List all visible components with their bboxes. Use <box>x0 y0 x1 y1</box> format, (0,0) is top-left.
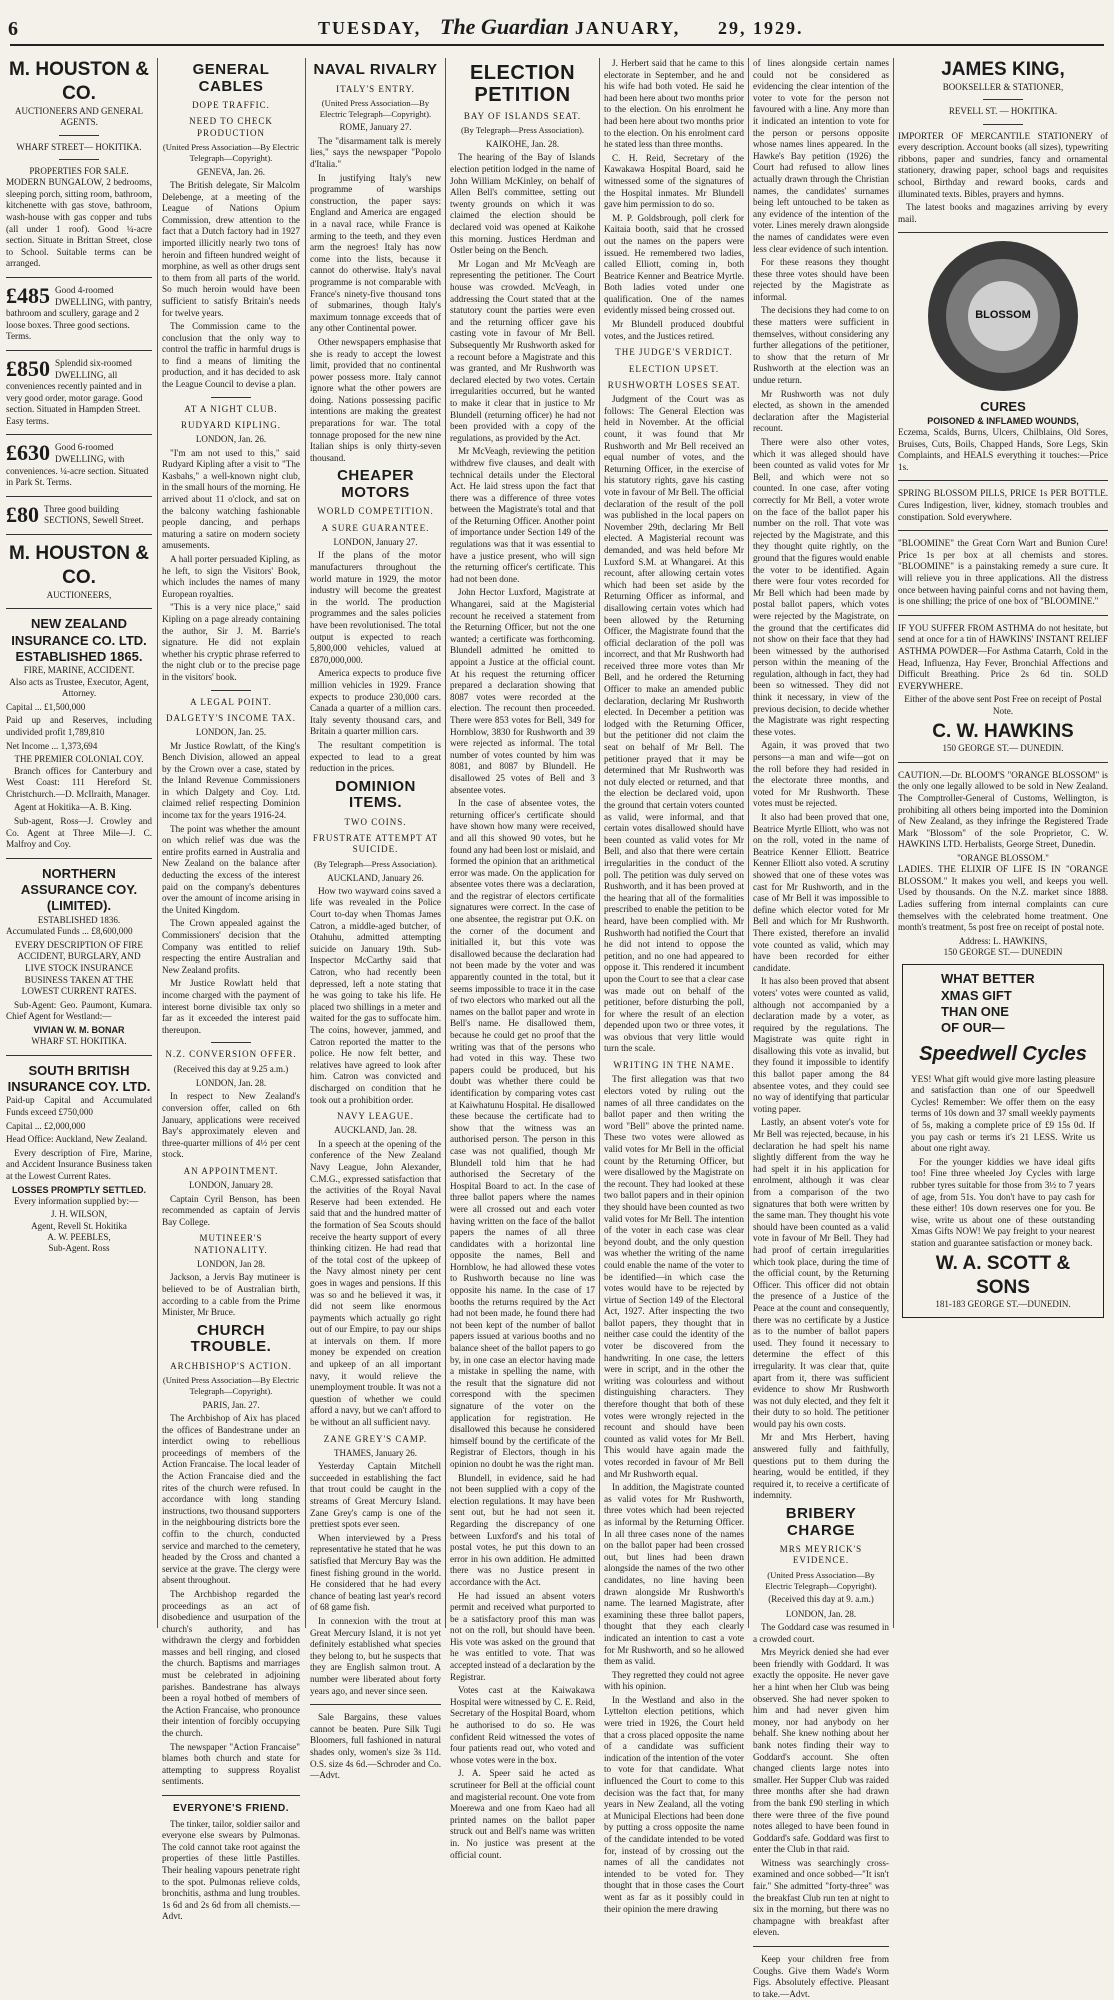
column-ads-left <box>6 58 152 1633</box>
headline-election-petition: ELECTION PETITION <box>469 62 576 106</box>
headline-naval-rivalry: NAVAL RIVALRY <box>313 61 438 78</box>
ad-sb-wilson-address: Agent, Revell St. Hokitika <box>31 1220 127 1231</box>
article-paragraph: A hall porter persuaded Kipling, as he left, to sign the Visitors' Book, which includes the names of many European royalties. <box>162 553 300 599</box>
subhead: ELECTION UPSET. <box>628 363 720 374</box>
masthead-rule <box>10 44 1104 46</box>
promo-line: THAN ONE <box>941 1003 1009 1019</box>
divider <box>898 615 1108 616</box>
subhead: AN APPOINTMENT. <box>183 1165 279 1176</box>
subhead: WORLD COMPETITION. <box>317 506 434 517</box>
article-paragraph: The Crown appealed against the Commissioners' decision that the Company was entitled to relief respecting the entire Australian and New Zealand profits. <box>162 918 300 975</box>
listing-bungalow: MODERN BUNGALOW, 2 bedrooms, sleeping porch, sitting room, bathroom, kitchenette with gas stove, bathroom, wash-house with gas copper and tubs (all under 1 roof). Good ¼-acre section. Situate in Brittan Street, close to School. Suitable terms can be arranged. <box>6 177 152 269</box>
ad-houston-sub: AUCTIONEERS AND GENERAL AGENTS. <box>15 105 143 128</box>
ad-vivian-name: VIVIAN W. M. BONAR <box>33 1024 125 1035</box>
ad-vivian-address: WHARF ST. HOKITIKA. <box>31 1036 127 1047</box>
received-note: (Received this day at 9. a.m.) <box>768 1594 874 1605</box>
headline-dominion-items: DOMINION ITEMS. <box>335 777 416 812</box>
press-credit: (By Telegraph—Press Association). <box>313 858 438 869</box>
ad-speedwell-box <box>902 964 1104 1317</box>
dateline: AUCKLAND, Jan. 28. <box>334 1125 417 1136</box>
article-paragraph: Mr Justice Rowlatt held that income charged with the payment of interest borne divisible tax only so far as it exceeded the interest paid thereupon. <box>162 978 300 1035</box>
ad-hawkins-title: C. W. HAWKINS <box>932 720 1074 742</box>
article-paragraph: Lastly, an absent voter's vote for Mr Bell was rejected, because, in his declaration he had spelt his name slightly different from the way he had spelt it in his application for enrolment, although it was clear from a comparison of the two signatures that both were written by the same man. They thought his vote should have been counted as a valid vote in favour of Mr Bell. They had had proof of certain irregularities which took place, during the time of the official count, by the Returning Officer. This officer did not obtain the presence of a Justice of the Peace at the count and consequently, there was no certificate by a Justice as to the number of ballot papers used. They found it necessary to determine the effect of this irregularity. It was clear that, quite apart from it, there was sufficient evidence to show Mr Rushworth was not duly elected, and they felt it their duty to so hold. The petitioner would pay his own costs. <box>753 1117 889 1429</box>
column-divider <box>305 58 306 1628</box>
ad-nz-insurance-trustee: Also acts as Trustee, Executor, Agent, Attorney. <box>9 676 149 699</box>
divider <box>898 762 1108 763</box>
article-paragraph: In connexion with the trout at Great Mercury Island, it is not yet definitely established what species they belong to, but he suspects that they are English salmon trout. A number were liberated about forty years ago, and never since seen. <box>310 1616 441 1696</box>
article-paragraph: In the case of absentee votes, the returning officer's certificate should have shown how many were received, and all this showed 90 votes, but he found any had been lost or mislaid, and formed the opinion that an arithmetical error was made. On the application for absentee votes there was a declaration, and the registrar of electors certificate signatures were correct. In the case of one absentee, the registrar put O.K. on the corner of the document and initialled it, but this vote was disallowed because the declaration had not been made by the voter and was apparently counted in the total, but it seems impossible to trace it in the case of two electors who marked out all the names on the ballot paper and wrote in Bell's name. He disallowed them, because he could get no proof that the writing was that of the persons who had voted in this way. These two papers could be produced, but his doubt was whether there could be identification by comparing votes cast at Kaiwhatunu Hospital. He disallowed these because the certificate had to show that the witness was an authorised person. The person in this case was not qualified, though Mr Blundell told him that he had authorised the Secretary of the Hospital Board to act. In the case of three ballot papers where the names were all crossed out and each voter having written on the face of the ballot papers the names of all three candidates with a horizontal line opposite the names, Bell and Hornblow, he had allowed these votes to Rushworth because no line was opposite his name. In the case of 17 booths the returns required by the Act had not been made, he found there had not been kept of the number of ballot papers issued at various booths and no balance sheet of the ballot papers to go by, in one case an elector having made a mistake in spelling the name, with the result that the signature did not correspond with the specimen signature of the voter on the application for registration. He disallowed this because he considered himself bound by the certificate of the Registrar of Electors, though in his opinion no doubt he was the right man. <box>450 798 595 1469</box>
article-paragraph: J. A. Speer said he acted as scrutineer for Bell at the official count and magisterial recount. One vote from Moerewa and one from Kaeo had all printed names on the ballot paper struck out and Bell's name was written in. No justice was present at the official count. <box>450 1768 595 1860</box>
listing-text: Splendid six-roomed DWELLING, all conveniences recently painted and in very good order, motor garage. Good section. Situated in Hampden Street. Easy terms. <box>6 357 143 426</box>
dateline: LONDON, January 28. <box>189 1180 273 1191</box>
masthead-title: The Guardian <box>440 14 569 39</box>
dateline: GENEVA, Jan. 26. <box>196 166 266 177</box>
received-note: (Received this day at 9.25 a.m.) <box>173 1063 289 1074</box>
column-divider <box>445 58 446 1628</box>
article-paragraph: of lines alongside certain names could not be considered as evidencing the clear intention of the voter to vote for the person not favoured with a line. Any more than it indicated an intention to vote for the person or persons opposite whose names lines appeared. In the Hawke's Bay petition (1926) the Court had refused to allow lines actually drawn through the Christian names, the candidates' surnames being left untouched to be taken as any evidence of the intention of the voter. Lines merely drawn alongside the names of candidates were even less clear evidence of such intention. <box>753 58 889 254</box>
divider <box>310 1704 441 1705</box>
article-paragraph: Mr Logan and Mr McVeagh are representing the petitioner. The Court house was crowded. McVeagh, in addressing the Court stated that at the statutory count the parties were even and the returning officer gave his casting vote in favour of Mr Bell. Subsequently Mr Rushworth asked for a recount before a Magistrate and this was granted, and Mr Rushworth was declared elected by two votes. Certain irregularities occurred, but he wanted to make it clear that in justice to Mr Blundell (returning officer) he had not been provided with a copy of the regulations, as provided by the Act. <box>450 258 595 443</box>
article-paragraph: He had issued an absent voters permit and received what purported to be a satisfactory proof this man was not on the roll, but should have been. His vote was asked on the ground that he was entitled to vote. That was accepted instead of a declaration by the Registrar. <box>450 1590 595 1682</box>
ad-nz-paid-up: Paid up and Reserves, including undivided profit 1,789,810 <box>6 715 152 738</box>
listing-text: Good 4-roomed DWELLING, with pantry, bathroom and scullery, garage and 2 loose boxes. Three good sections. Terms. <box>6 284 152 342</box>
ad-northern-title: NORTHERN ASSURANCE COY. (LIMITED). <box>20 865 138 914</box>
subhead: ARCHBISHOP'S ACTION. <box>170 1360 292 1371</box>
article-paragraph: In respect to New Zealand's conversion offer, called on 6th January, applications were received Bay's approximately eleven and three-quarter millions of 4½ per cent stock. <box>162 1091 300 1160</box>
article-paragraph: Judgment of the Court was as follows: The General Election was held in November. At the official count, it was found that Mr Rushworth and Mr Bell received an equal number of votes, and the Returning Officer, in the exercise of his statutory rights, gave his casting vote in favour of Mr Bell. The official declaration of the result of the poll was published in the local papers on November 29th, declaring Mr Bell elected. A Magisterial recount was demanded, and was held before Mr Luxford S.M. at Whangarei. At this recount, after allowing certain votes which had been set aside by the Returning Officer as informal, and disallowing certain votes which had been allowed by the Returning Officer, the Magistrate found that the official declaration of the poll was incorrect, and that Mr Rushworth had received three more votes than Mr Bell, and he ordered the Returning Officer to make an amended public declaration, declaring Mr Rushworth elected. In December a petition was lodged with the Returning Officer, but the petitioner did not claim the seat on behalf of Mr Bell. The petitioner prayed that it may be determined that Mr Rushworth was not duly elected or returned, and that the election be declared void, upon the ground that certain voters counted as valid, were informal, and that certain votes disallowed should have been counted as valid votes for Mr Bell, and also that there were certain irregularities in the conduct of the poll. The petition was duly served on Rushworth, and it has been proved at the hearing that all of the formalities prescribed to enable the petition to be heard, have been complied with. Mr Rushworth had notified the Court that he did not intend to oppose the petition, and no one had appeared to oppose it. This rendered it incumbent upon the Court to see that a clear case was made out on behalf of the petitioner, before disturbing the poll, for where the result of an election depended upon two or three votes, it was obvious that very little would turn the scale. <box>604 394 744 1054</box>
article-paragraph: In the Westland and also in the Lyttelton election petitions, which were tried in 1926, the Court held that a cross placed opposite the name of a candidate was sufficient indication of the intention of the voter to vote for that candidate. What influenced the Court to come to this decision was the fact that, for many years in New Zealand, all the voting at Municipal Elections had been done by putting a cross opposite the name of the candidate intended to be voted for, instead of by crossing out the names of all the candidates not intended to be voted for. They thought that in those cases the Court went as far as it possibly could in their opinion the mere drawing <box>604 1694 744 1914</box>
ad-sb-info: Every information supplied by:— <box>14 1195 139 1206</box>
promo-line: WHAT BETTER <box>941 971 1035 987</box>
press-credit: (By Telegraph—Press Association). <box>460 125 585 136</box>
article-paragraph: Yesterday Captain Mitchell succeeded in establishing the fact that trout could be caught in the streams of Great Mercury Island. Zane Grey's camp is one of the prettiest spots ever seen. <box>310 1461 441 1530</box>
separator <box>59 159 99 160</box>
article-paragraph: The Goddard case was resumed in a crowded court. <box>753 1622 889 1644</box>
ad-eczema: Eczema, Scalds, Burns, Ulcers, Chilblains, Old Sores, Bruises, Cuts, Boils, Chapped Hands, Sore Legs, Skin Complaints, and HEALS everything it touches:—Price 1s. <box>898 427 1108 472</box>
article-paragraph: J. Herbert said that he came to this electorate in September, and he and his wife had both voted. He said he had been here about two months prior to the election. On his enrolment he had been here about two months prior to the election. On his enrolment card he stated less than three months. <box>604 58 744 150</box>
ad-bloomine: "BLOOMINE" the Great Corn Wart and Bunion Cure! Price 1s per box at all chemists and stores. "BLOOMINE" is a painstaking remedy a sure cure. It will relieve you in three applications. All the distress once between having painful corns and not having them, is one shilling; the price of one box of "BLOOMINE." <box>898 538 1108 607</box>
article-paragraph: It also had been proved that one, Beatrice Myrtle Elliott, who was not on the roll, voted in the name of Beatrice Kenner Elliott. Beatrice Kenner Elliott also voted. A scrutiny showed that one of these votes was cast for Mr Rushworth, and in the case of Mr Bell it was impossible to define which elector voted for Mr Bell and which for Mr Rushworth. There existed, therefore an invalid vote counted as valid, which may have been recorded for either candidate. <box>753 812 889 973</box>
subhead: MUTINEER'S NATIONALITY. <box>194 1233 268 1255</box>
divider <box>6 277 152 278</box>
divider <box>898 232 1108 233</box>
listing-850 <box>6 355 152 428</box>
masthead-month: JANUARY, <box>575 18 681 38</box>
subhead: MRS MEYRICK'S EVIDENCE. <box>779 1544 863 1566</box>
subhead: RUSHWORTH LOSES SEAT. <box>607 379 741 390</box>
ad-address-2: 150 GEORGE ST.— DUNEDIN <box>943 947 1063 958</box>
divider <box>6 350 152 351</box>
ad-scott-title: W. A. SCOTT & SONS <box>935 1252 1071 1298</box>
separator <box>211 690 251 691</box>
ad-wades-worm-figs: Keep your children free from Coughs. Give them Wade's Worm Figs. Absolutely effective. Pleasant to take.—Advt. <box>753 1954 889 1999</box>
article-paragraph: America expects to produce five million vehicles in 1929. France expects to produce 230,000 cars. Canada a quarter of a million cars. Italy seventy thousand cars, and Britain a quarter million cars. <box>310 668 441 737</box>
divider <box>6 496 152 497</box>
ad-speedwell-title: Speedwell Cycles <box>919 1043 1087 1066</box>
ad-speedwell-young: For the younger kiddies we have ideal gifts too! Fine three wheeled Joy Cycles with large rubber tyres suitable for those from 3½ to 7 years of age, from 51s. You don't have to pay cash for these either! 10s down reserves one for you. Be wise, write us about one of these outstanding Xmas Gifts NOW! We pay freight to your nearest station and guarantee satisfaction or money back. <box>911 1156 1095 1248</box>
article-paragraph: The Commission came to the conclusion that the only way to control the traffic in harmful drugs is to find a means of limiting the production, and it has decided to ask the League Council to devise a plan. <box>162 321 300 390</box>
article-paragraph: The decisions they had come to on these matters were sufficient in themselves, without considering any further allegations of the petitioner, to show that the return of Mr Rushworth at the election was an undue return. <box>753 305 889 386</box>
ad-houston-title: M. HOUSTON & CO. <box>8 59 150 104</box>
article-paragraph: They regretted they could not agree with his opinion. <box>604 1669 744 1692</box>
subhead: NAVY LEAGUE. <box>337 1111 414 1122</box>
article-paragraph: Blundell, in evidence, said he had not been supplied with a copy of the election regulations. It may have been sent out, but he had not seen it. Regarding the discrepancy of one between Luxford's and his total of postal votes, he put this down to an error in his own addition. He admitted there was no Justice present in accordance with the Act. <box>450 1472 595 1587</box>
article-paragraph: Mr and Mrs Herbert, having answered fully and faithfully, questions put to them during the hearing, would be entitled, if they required it, to receive a certificate of indemnity. <box>753 1432 889 1501</box>
ad-sale-bargains: Sale Bargains, these values cannot be beaten. Pure Silk Tugi Bloomers, full fashioned in natural shades only, women's size 3s 11d. O.S. size 4s 6d.—Schroder and Co.—Advt. <box>310 1712 441 1781</box>
ad-properties-head: PROPERTIES FOR SALE. <box>29 165 129 176</box>
separator <box>59 135 99 136</box>
ad-premier-colonial: THE PREMIER COLONIAL COY. <box>14 754 144 765</box>
masthead-date: 29, 1929. <box>718 18 804 38</box>
subhead: RUDYARD KIPLING. <box>180 419 281 430</box>
article-paragraph: How two wayward coins saved a life was revealed in the Police Court to-day when Thomas James Catron, a middle-aged butcher, of Otahuhu, admitted attempting suicide on January 19th. Sub-Inspector McCarthy said that Catron, who had recently been depressed, left a note stating that he was going to take his life. He placed two shillings in a meter and waited for the gas to suffocate him. The coins, however, jammed, and Catron reported the matter to the police. He now felt better, and relatives have agreed to look after him. Catron was convicted and discharged on condition that he took out a prohibition order. <box>310 885 441 1105</box>
article-paragraph: The Archbishop of Aix has placed the offices of Bandestrane under an interdict owing to rebellious proceedings of members of the Action Francaise. The local leader of the Action Francaise died and the rites of the church were refused. In accordance with long standing instructions, two thousand supporters in the neighbouring districts bore the coffin to the church, conducted service and marched to the cemetery, headed by the Cross and chanted a service at the grave. The clergy were absent throughout. <box>162 1413 300 1586</box>
headline-cheaper-motors: CHEAPER MOTORS <box>337 467 414 501</box>
ad-northern-subagent: Sub-Agent: Geo. Paumont, Kumara. Chief Agent for Westland:— <box>6 999 152 1022</box>
subhead-dope: DOPE TRAFFIC. <box>192 100 270 110</box>
article-paragraph: Again, it was proved that two persons—a man and wife—got on the roll before they had resided in the electorate three months, and voted for Mr Rushworth. These votes must be rejected. <box>753 740 889 809</box>
subhead: THE JUDGE'S VERDICT. <box>615 347 733 358</box>
press-credit: (United Press Association—By Electric Telegraph—Copyright). <box>765 1569 877 1591</box>
subhead: DALGETY'S INCOME TAX. <box>166 712 296 723</box>
listing-630 <box>6 442 152 488</box>
article-paragraph: Witness was searchingly cross-examined and once sobbed—"It isn't fair." She admitted "forty-three" was the breakfast Club run ten at night to six in the morning, but there was no champagne with breakfast after eleven. <box>753 1857 889 1938</box>
dateline: KAIKOHE, Jan. 28. <box>485 139 560 150</box>
ad-sb-losses: LOSSES PROMPTLY SETTLED. <box>11 1184 147 1195</box>
listing-text: Good 6-roomed DWELLING, with conveniences. ¼-acre section. Situated in Park St. Terms. <box>6 442 149 488</box>
ad-caution: CAUTION.—Dr. BLOOM'S "ORANGE BLOSSOM" is the only one legally allowed to be sold in New Zealand. The Comptroller-General of Customs, Wellington, is prohibiting all others being imported into the Dominion of New Zealand, as they infringe the Registered Trade Mark "Blossom" of the sole Proprietor, C. W. HAWKINS LTD. Herbalists, George Street, Dunedin. <box>898 769 1108 850</box>
dateline: AUCKLAND, January 26. <box>327 872 424 883</box>
subhead: A LEGAL POINT. <box>190 696 272 707</box>
ad-sb-peebles: A. W. PEEBLES, <box>47 1232 111 1243</box>
article-paragraph: "I'm am not used to this," said Rudyard Kipling after a visit to "The Kasbahs," a well-known night club, in the small hours of the morning. He arrived about 11 o'clock, and sat on the balcony watching fashionable people dancing, and perhaps maturing a satire on modern society amusements. <box>162 447 300 551</box>
ad-houston-address: WHARF STREET— HOKITIKA. <box>16 141 142 152</box>
ad-south-british-title: SOUTH BRITISH INSURANCE COY. LTD. <box>7 1062 151 1094</box>
ad-nz-capital: Capital ... £1,500,000 <box>6 701 86 712</box>
ad-speedwell-yes: YES! What gift would give more lasting pleasure and satisfaction than one of our Speedwell Cycles! Remember: We offer them on the easy terms of 10s down and 37 small weekly payments of 5s, making a complete price of £9 15s 0d. If you pay cash or terms it's 21 LESS. Write us about one right away. <box>911 1073 1095 1154</box>
article-paragraph: It has also been proved that absent voters' votes were counted as valid, although not accompanied by a declaration made by a voter, as required by the regulations. The Magistrate was quite right in disallowing this vote as invalid, but they found it impossible to identify this ballot paper among the 84 absentee votes, and they could see no way of identifying that particular voting paper. <box>753 976 889 1114</box>
headline-bribery-charge: BRIBERY CHARGE <box>785 1505 857 1539</box>
ad-northern-estab: ESTABLISHED 1836. <box>37 914 121 925</box>
column-election-petition-3 <box>753 58 889 1999</box>
ad-sb-peebles-address: Sub-Agent. Ross <box>48 1243 110 1254</box>
press-credit: (United Press Association—By Electric Telegraph—Copyright). <box>319 97 432 119</box>
article-paragraph: Mr Blundell produced doubtful votes, and the Justices retired. <box>604 319 744 341</box>
ad-cures: CURES <box>980 399 1026 415</box>
press-credit: (United Press Association—By Electric Telegraph—Copyright). <box>162 1375 300 1396</box>
article-paragraph: M. P. Goldsbrough, poll clerk for Kaitaia booth, said that he crossed out the names on the papers were issued. He remembered two ladies, called Elliott, coming in, both Beatrice Kenner and Beatrice Myrtle. Both ladies voted under one qualification. One of the names evidently missed being crossed out. <box>604 212 744 316</box>
listing-485 <box>6 282 152 343</box>
dateline: LONDON, Jan. 26. <box>195 434 267 445</box>
article-paragraph: The resultant competition is expected to lead to a great reduction in the prices. <box>310 739 441 774</box>
ad-nz-insurance-title: NEW ZEALAND INSURANCE CO. LTD. ESTABLISHED 1865. <box>11 616 147 664</box>
ad-branch-offices: Branch offices for Canterbury and West Coast: 111 Hereford St. Christchurch.—D. McIlraith, Manager. <box>6 765 152 799</box>
article-paragraph: For these reasons they thought these three votes should have been rejected by the Magistrate as informal. <box>753 257 889 302</box>
subhead: ZANE GREY'S CAMP. <box>323 1433 428 1444</box>
ad-address: Address: L. HAWKINS, <box>958 935 1048 946</box>
subhead: ITALY'S ENTRY. <box>336 83 415 94</box>
page-number: 6 <box>8 18 18 40</box>
article-paragraph: Mr Justice Rowlatt, of the King's Bench Division, allowed an appeal by the Crown over a case, stated by the Inland Revenue Commissioners in which Dalgety and Coy. Ltd. claimed relief respecting Dominion income tax for the years 1916-24. <box>162 740 300 821</box>
divider <box>6 1055 152 1056</box>
orange-blossom-seal-icon <box>928 241 1078 391</box>
article-paragraph: Captain Cyril Benson, has been recommended as captain of Jervis Bay College. <box>162 1193 300 1227</box>
dateline: THAMES, January 26. <box>334 1447 417 1458</box>
ad-everyones-friend-text: The tinker, tailor, soldier sailor and everyone else swears by Pulmonas. The cold cannot take root against the properties of these little Pastilles. Their healing vapours penetrate right to the spot. Pulmonas relieve colds, bronchitis, asthma and lung troubles. 1s 6d and 2s 6d from all chemists.—Advt. <box>162 1818 300 1922</box>
ad-spring-blossom: SPRING BLOSSOM PILLS, PRICE 1s PER BOTTLE. Cures Indigestion, liver, kidney, stomach troubles and constipation. Sold everywhere. <box>898 488 1108 522</box>
ad-james-king-latest: The latest books and magazines arriving by every mail. <box>898 202 1108 224</box>
ad-poisoned-wounds: POISONED & INFLAMED WOUNDS, <box>927 415 1079 426</box>
listing-price: £80 <box>6 501 39 527</box>
article-paragraph: C. H. Reid, Secretary of the Kawakawa Hospital Board, said he witnessed some of the signatures of the Hospital inmates. Mr Blundell gave him permission to do so. <box>604 152 744 210</box>
masthead-day: TUESDAY, <box>318 18 422 38</box>
promo-line: XMAS GIFT <box>941 987 1012 1003</box>
column-election-petition-2 <box>604 58 744 1914</box>
article-paragraph: John Hector Luxford, Magistrate at Whangarei, said at the Magisterial recount he received a statement from the Returning Officer, but not the one wanted; a certificate was forthcoming. Blundell admitted he omitted to appoint a Justice at the official count. At his request the returning officer prepared a declaration showing that 8087 votes were recorded at the election. The recount then proceeded. There were 853 votes for Bell, 349 for Hornblow, 3830 for Rushworth and 39 were rejected as informal. The total number of votes counted by him was 8081, and 8087 by Blundell. He disallowed 25 votes of Bell and 3 absentee votes. <box>450 587 595 795</box>
subhead: FRUSTRATE ATTEMPT AT SUICIDE. <box>312 833 439 855</box>
ad-asthma: IF YOU SUFFER FROM ASTHMA do not hesitate, but send at once for a tin of HAWKINS' INSTANT RELIEF ASTHMA POWDER—For Asthma Catarrh, Cold in the Head, Influenza, Hay Fever, Bronchial Affections and Difficult Breathing. Price 2s 6d tin. SOLD EVERYWHERE. <box>898 622 1108 691</box>
article-paragraph: The first allegation was that two electors voted by ruling out the names of all three candidates on the ballot paper and then writing the word "Bell" above the printed name. These two votes were allowed as valid votes for Mr Bell in the official count by the Returning Officer, but were disallowed by the Magistrate on the recount. They had looked at these two ballot papers and in their opinion they should have been counted as two valid votes for Mr Bell. The intention of the voter in each case was clear beyond doubt, and the only question was whether the writing of the name could enable the name of the voter to be identified—in which case the votes would have to be rejected by virtue of Section 149 of the Electoral Act, 1927. After inspecting the two ballot papers, they thought that in neither case could the identity of the voter be discovered from the handwriting. In one case, the letters were in script, and in the other the writing was colourless and without distinguishing characters. They therefore thought that both of these votes were wrongly rejected in the recount and should have been counted as valid votes for Mr Bell. This would have again made the votes recorded in favour of Mr Bell and Mr Rushworth equal. <box>604 1074 744 1479</box>
article-paragraph: The "disarmament talk is merely lies," says the newspaper "Popolo d'Italia." <box>310 135 441 169</box>
column-general-cables <box>162 58 300 1922</box>
column-divider <box>893 58 894 1628</box>
separator <box>211 397 251 398</box>
ad-james-king-title: JAMES KING, <box>941 59 1065 80</box>
ad-northern-every: EVERY DESCRIPTION OF FIRE ACCIDENT, BURGLARY, AND LIVE STOCK INSURANCE BUSINESS TAKEN AT THE LOWEST CURRENT RATES. <box>14 939 144 997</box>
article-paragraph: In addition, the Magistrate counted as valid votes for Mr Rushworth, three votes which had been rejected as informal by the Returning Officer. In all three cases none of the names on the ballot paper had been crossed out, but lines had been drawn alongside the names of the two other candidates, no line having been drawn alongside Mr Rushworth's name. The learned Magistrate, after examining these three ballot papers, thought that they each clearly indicated an intention to cast a vote for Mr Rushworth, and so he allowed them as valid. <box>604 1482 744 1667</box>
headline-church-trouble: CHURCH TROUBLE. <box>190 1321 272 1356</box>
subhead: TWO COINS. <box>344 816 407 827</box>
ad-sb-every: Every description of Fire, Marine, and Accident Insurance Business taken at the Lowest Current Rates. <box>6 1147 152 1181</box>
column-divider <box>748 58 749 1628</box>
headline-general-cables: GENERAL CABLES <box>192 61 270 95</box>
ad-orange-blossom: "ORANGE BLOSSOM." <box>957 852 1049 863</box>
column-naval-rivalry <box>310 58 441 1781</box>
dateline: ROME, January 27. <box>339 122 412 133</box>
divider <box>6 434 152 435</box>
divider <box>6 608 152 609</box>
ad-nz-income: Net Income ... 1,373,694 <box>6 740 98 751</box>
subhead: BAY OF ISLANDS SEAT. <box>463 111 582 121</box>
article-paragraph: In justifying Italy's new programme of warships construction, the paper says: England and America are engaged in a naval race, while France is arming to the teeth, and they even arm the negroes! Italy has now come into the lists, because it cannot do otherwise. Italy's naval programme is not comparable with France's ninety-five thousand tons of submarines, though Italy's maximum tonnage exceeds that of any other Continental power. <box>310 172 441 334</box>
dateline: LONDON, Jan. 28. <box>195 1078 267 1088</box>
subhead: N.Z. CONVERSION OFFER. <box>165 1049 297 1060</box>
ad-sb-wilson: J. H. WILSON, <box>50 1209 108 1220</box>
article-paragraph: The newspaper "Action Francaise" blames both church and state for attempting to suppress Royalist sentiments. <box>162 1741 300 1787</box>
ad-sb-capital: Capital ... £2,000,000 <box>6 1120 86 1131</box>
divider <box>753 1946 889 1947</box>
ad-james-king-text: IMPORTER OF MERCANTILE STATIONERY of every description. Account books (all sizes), typewriting ribbons, paper and sundries, fancy and ornamental stationery, drawing paper, school bags and requisites school, Birthday and reward books, cards and illuminated texts. Bibles, prayers and hymns. <box>898 130 1108 199</box>
separator <box>211 1042 251 1043</box>
divider <box>162 1795 300 1796</box>
seal-label: BLOSSOM <box>975 309 1031 322</box>
article-paragraph: The Archbishop regarded the proceedings as an act of disobedience and usurpation of the church's authority, and has withdrawn the clergy and forbidden masses and bell ringing, and closed the church. Baptisms and marriages must be celebrated in adjoining parishes. Bandestrane has always been a royal hotbed of members of the Action Francaise, who pronounce their intention of forcibly occupying the church. <box>162 1588 300 1739</box>
subhead: A SURE GUARANTEE. <box>321 522 430 533</box>
article-paragraph: The point was whether the amount on which relief was due was the entire profits earned in Australia and New Zealand on the balance after deducting the excess of the interest paid on the company's debentures over the amount of income arising in the United Kingdom. <box>162 823 300 915</box>
article-paragraph: When interviewed by a Press representative he stated that he was satisfied that Mercury Bay was the finest fishing ground in the world. He considered that he had every chance of beating last year's record of 68 game fish. <box>310 1532 441 1613</box>
listing-price: £850 <box>6 355 50 381</box>
column-divider <box>599 58 600 1628</box>
article-paragraph: Votes cast at the Kaiwakawa Hospital were witnessed by C. E. Reid, Secretary of the Hospital Board, whom he authorised to do so. He was confident Reid witnessed the votes of four patients read out, who voted and whose votes were in the box. <box>450 1685 595 1765</box>
column-ads-right <box>898 58 1108 1633</box>
promo-line: OF OUR— <box>941 1020 1005 1036</box>
dateline: LONDON, January 27. <box>333 537 418 548</box>
ad-scott-address: 181-183 GEORGE ST.—DUNEDIN. <box>935 1299 1071 1310</box>
separator <box>983 124 1023 125</box>
article-paragraph: Mrs Meyrick denied she had ever been friendly with Goddard. It was exactly the opposite. He never gave her a hint when her Club was being observed. She had never spoken to him and had never given him money, nor had anybody on her behalf. She knew nothing about her bank notes finding their way to Goddard's account. She often changed clients large notes into smaller. Her Supper Club was raided three months after she had drawn from the bank £90 sterling in which there were three of the five pound notes alleged to have been found in Goddard's safe. Goddard was first to enter the Club in that raid. <box>753 1647 889 1855</box>
ad-houston-title-2: M. HOUSTON & CO. <box>8 543 150 588</box>
divider <box>6 534 152 535</box>
ad-sb-paidup: Paid-up Capital and Accumulated Funds exceed £750,000 <box>6 1095 152 1117</box>
article-paragraph: The hearing of the Bay of Islands election petition lodged in the name of John William McKinley, on behalf of Allen Bell's committee, setting out twenty grounds on which it was claimed the election should be declared void was opened at Kaikohe this morning. Justices Herdman and Ostler being on the Bench. <box>450 152 595 256</box>
article-paragraph: If the plans of the motor manufacturers throughout the world mature in 1929, the motor industry will become the greatest in the world. The production programmes and the sales policies have been revolutionised. The total output is expected to reach 5,800,000 vehicles, valued at £870,000,000. <box>310 550 441 665</box>
column-election-petition-1 <box>450 58 595 1860</box>
dateline: LONDON, Jan 28. <box>197 1258 265 1269</box>
ad-sb-head-office: Head Office: Auckland, New Zealand. <box>6 1134 148 1145</box>
article-paragraph: Mr Rushworth was not duly elected, as shown in the amended declaration after the Magisterial recount. <box>753 388 889 434</box>
listing-80 <box>6 501 152 527</box>
article-paragraph: In a speech at the opening of the conference of the New Zealand Navy League, John Alexander, C.M.G., expressed satisfaction that the activities of the Royal Naval Reserve had been extended. He said that and the hundred matter of the formation of Sea Scouts should receive the hearty support of every thinking citizen. He had read that of the total cost of the upkeep of the Navy almost ninety per cent goes in wages and pensions. If this was so and he believed it was, it did not seem like enormous payments which actually go right out of our Empire, to pay our ships at intervals on them. If more money be expended on creation and upkeep of an all important navy, it would relieve the unemployment trouble. It was not a question of whether we could afford a navy, but we can't afford to be without an all sufficient navy. <box>310 1138 441 1428</box>
divider <box>6 858 152 859</box>
subhead: AT A NIGHT CLUB. <box>184 403 278 414</box>
subhead: WRITING IN THE NAME. <box>613 1060 735 1071</box>
divider <box>898 480 1108 481</box>
ad-houston-sub-2: AUCTIONEERS, <box>46 589 112 600</box>
ad-everyones-friend-title: EVERYONE'S FRIEND. <box>172 1803 290 1814</box>
ad-ladies: LADIES. THE ELIXIR OF LIFE IS IN "ORANGE BLOSSOM." It makes you well, and keeps you well. Used by thousands. On the N.Z. market since 1888. Ladies suffering from internal complaints can cure themselves with the celebrated home treatment. One month's treatment, 5s post free on receipt of postal note. <box>898 864 1108 933</box>
ad-nz-insurance-sub: FIRE, MARINE, ACCIDENT. <box>23 665 135 676</box>
dateline: LONDON, Jan. 28. <box>785 1608 857 1619</box>
subhead-production: NEED TO CHECK PRODUCTION <box>189 116 273 138</box>
article-paragraph: Mr McVeagh, reviewing the petition withdrew five clauses, and dealt with technical details under the Electoral Act. He laid stress upon the fact that there was a difference of three votes between the Magistrate's total and that of the Returning Officer. Another point of importance under Section 149 of the regulations was that it was essential to have a justice present, who will sign the returning officer's certificate. This had not been done. <box>450 446 595 584</box>
listing-price: £485 <box>6 282 50 308</box>
article-paragraph: There were also other votes, which it was alleged should have been counted as valid votes for Mr Bell, and which were not so counted. In one case, after voting correctly for Mr Bell, a voter wrote on the face of the ballot paper his number on the roll. That vote was rejected by the Magistrate, and this they thought quite rightly, on the ground that the figures would enable the voter to be identified. Again there were four votes recorded for Mr Bell which had been made by postal ballot papers, which votes were rejected by the Magistrate, on the ground that the certificates did not show on their face that they had been witnessed by the authorised person within the meaning of the regulation, although in fact, they had been so witnessed. They did not think it necessary, in view of the previous decision, to decide whether the Magistrate was right respecting these votes. <box>753 437 889 737</box>
article-paragraph: Other newspapers emphasise that she is ready to accept the lowest limit, provided that no continental power possess more. Italy cannot ignore what the other powers are doing. Nations possessing pacific intentions are making the greatest preparations for war. The total tonnage proposed for the new nine Italian ships is only thirty-seven thousand. <box>310 336 441 463</box>
article-paragraph: "This is a very nice place," said Kipling on a page already containing the author, Sir J. M. Barrie's signature. He did not explain whether his cryptic phrase referred to the night club or to the precise page in the visitors' book. <box>162 602 300 682</box>
listing-text: Three good building SECTIONS, Sewell Street. <box>44 503 144 526</box>
article-paragraph: The British delegate, Sir Malcolm Delebenge, at a meeting of the League of Nations Opium Commission, drew attention to the fact that a Dutch factory had in 1927 imported illicitly nearly two tons of heroin and fifteen hundred weight of morphine, as well as other drugs sent to them from all parts of the world. So much heroin would have been sufficient to satisfy Britain's needs for twelve years. <box>162 179 300 318</box>
ad-hawkins-address: 150 GEORGE ST.— DUNEDIN. <box>942 743 1064 754</box>
dateline: PARIS, Jan. 27. <box>202 1399 260 1410</box>
column-divider <box>157 58 158 1628</box>
ad-james-king-address: REVELL ST. — HOKITIKA. <box>948 106 1058 117</box>
ad-subagent-ross: Sub-agent, Ross—J. Crowley and Co. Agent at Three Mile—J. C. Malfroy and Coy. <box>6 815 152 850</box>
article-paragraph: Jackson, a Jervis Bay mutineer is believed to be of Australian birth, according to a cable from the Prime Minister, Mr Bruce. <box>162 1272 300 1318</box>
masthead <box>0 0 1114 54</box>
ad-agent-hokitika: Agent at Hokitika—A. B. King. <box>14 802 132 813</box>
listing-price: £630 <box>6 440 50 466</box>
ad-northern-funds: Accumulated Funds ... £8,600,000 <box>6 926 133 937</box>
dateline: LONDON, Jan. 25. <box>195 727 267 738</box>
separator <box>983 99 1023 100</box>
ad-either: Either of the above sent Post Free on receipt of Postal Note. <box>904 694 1102 716</box>
press-credit: (United Press Association—By Electric Telegraph—Copyright). <box>162 141 300 163</box>
divider <box>898 530 1108 531</box>
ad-james-king-sub: BOOKSELLER & STATIONER, <box>942 81 1064 92</box>
